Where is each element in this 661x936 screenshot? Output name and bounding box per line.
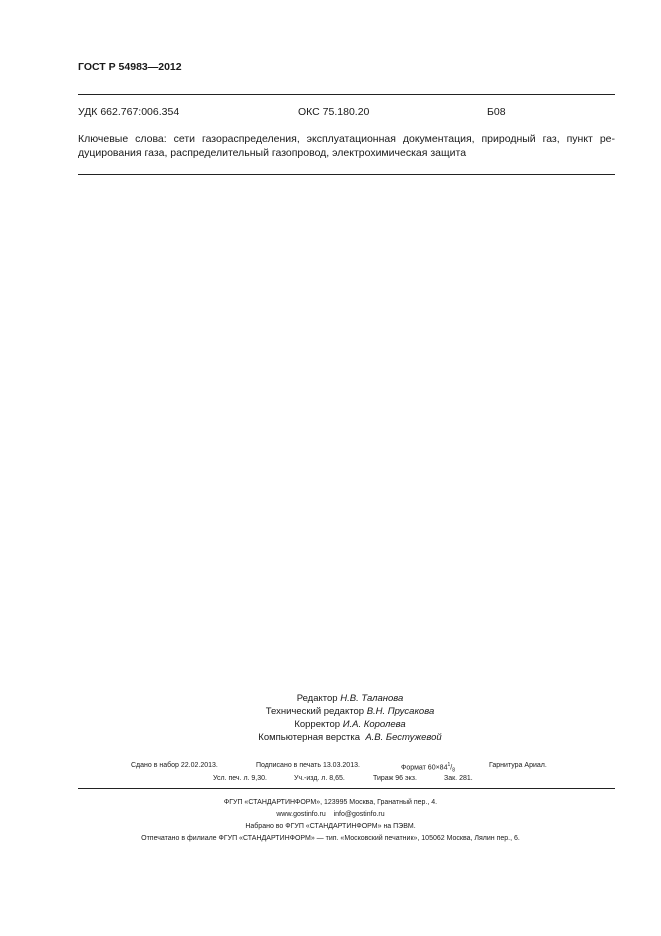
credit-person: Н.В. Таланова <box>340 693 404 704</box>
keywords-line-1: Ключевые слова: сети газораспределения, эксплуатационная документация, природный газ, пункт ре- <box>78 133 615 145</box>
credit-person: И.А. Королева <box>342 719 406 730</box>
footer-web[interactable]: www.gostinfo.ru <box>276 811 326 818</box>
publisher-footer <box>0 797 661 845</box>
pub-typeface: Гарнитура Ариал. <box>489 762 547 769</box>
credit-role: Корректор <box>294 719 341 730</box>
document-code: ГОСТ Р 54983—2012 <box>78 61 182 73</box>
pub-signed: Подписано в печать 13.03.2013. <box>256 762 360 769</box>
keywords-line-2: дуцирования газа, распределительный газопровод, электрохимическая защита <box>78 147 467 159</box>
pub-pub-sheets: Уч.-изд. л. 8,65. <box>294 775 345 782</box>
credit-role: Технический редактор <box>265 706 365 717</box>
pub-circulation: Тираж 96 экз. <box>373 775 417 782</box>
category-code: Б08 <box>487 106 506 118</box>
divider-top <box>78 94 615 95</box>
footer-email[interactable]: info@gostinfo.ru <box>333 811 385 818</box>
pub-format-text: Формат 60×84 <box>401 764 448 772</box>
credit-role: Редактор <box>296 693 338 704</box>
credit-person: А.В. Бестужевой <box>365 732 442 743</box>
pub-order: Зак. 281. <box>444 775 473 782</box>
keywords <box>78 132 615 160</box>
divider-keywords <box>78 174 615 175</box>
footer-printed: Отпечатано в филиале ФГУП «СТАНДАРТИНФОРМ» — тип. «Московский печатник», 105062 Москва, Лялин пер., 6. <box>141 835 520 842</box>
pub-format-sub: 8 <box>452 767 455 774</box>
pub-format-sup: 1 <box>447 762 451 768</box>
credit-layout <box>200 731 500 744</box>
credits-block <box>200 692 500 744</box>
pub-submitted: Сдано в набор 22.02.2013. <box>131 762 218 769</box>
footer-typeset: Набрано во ФГУП «СТАНДАРТИНФОРМ» на ПЭВМ. <box>245 823 416 830</box>
pub-format: Формат $60\times 84^1/_8$ <box>401 762 455 774</box>
pub-print-sheets: Усл. печ. л. 9,30. <box>213 775 267 782</box>
credit-editor <box>200 692 500 705</box>
footer-address: ФГУП «СТАНДАРТИНФОРМ», 123995 Москва, Гранатный пер., 4. <box>223 799 438 806</box>
credit-tech-editor <box>200 705 500 718</box>
credit-corrector <box>200 718 500 731</box>
footer-contacts <box>0 809 661 821</box>
credit-role: Компьютерная верстка <box>258 732 361 743</box>
credit-person: В.Н. Прусакова <box>366 706 435 717</box>
oks-code: ОКС 75.180.20 <box>298 106 370 118</box>
udk-code: УДК 662.767:006.354 <box>78 106 180 118</box>
divider-bottom <box>78 788 615 789</box>
